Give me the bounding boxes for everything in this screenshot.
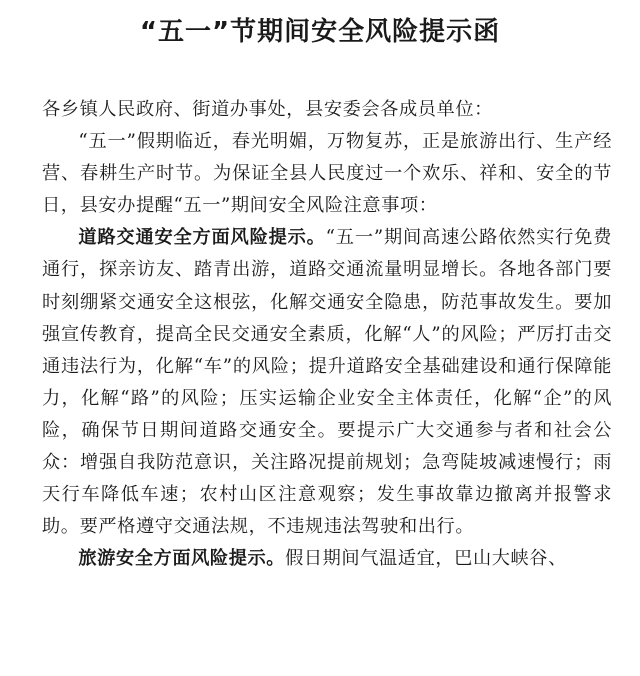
section-body-tourism: 假日期间气温适宜，巴山大峡谷、 <box>285 548 567 570</box>
document-body <box>42 94 612 575</box>
section-road-traffic <box>42 222 612 543</box>
section-body-road-traffic: “五一”期间高速公路依然实行免费通行，探亲访友、踏青出游，道路交通流量明显增长。各地各部门要时刻绷紧交通安全这根弦，化解交通安全隐患，防范事故发生。要加强宣传教育，提高全民交通安全素质，化解“人”的风险；严厉打击交通违法行为，化解“车”的风险；提升道路安全基础建设和通行保障能力，化解“路”的风险；压实运输企业安全主体责任，化解“企”的风险，确保节日期间道路交通安全。要提示广大交通参与者和社会公众：增强自我防范意识，关注路况提前规划；急弯陡坡减速慢行；雨天行车降低车速；农村山区注意观察；发生事故靠边撤离并报警求助。要严格遵守交通法规，不违规违法驾驶和出行。 <box>42 227 612 538</box>
salutation: 各乡镇人民政府、街道办事处，县安委会各成员单位： <box>42 99 493 120</box>
section-heading-road-traffic: 道路交通安全方面风险提示。 <box>78 227 326 249</box>
section-heading-tourism: 旅游安全方面风险提示。 <box>78 548 286 570</box>
intro-paragraph: “五一”假期临近，春光明媚，万物复苏，正是旅游出行、生产经营、春耕生产时节。为保证全县人民度过一个欢乐、祥和、安全的节日，县安办提醒“五一”期间安全风险注意事项： <box>42 131 612 217</box>
section-tourism <box>42 543 612 575</box>
document-title: “五一”节期间安全风险提示函 <box>139 17 501 47</box>
